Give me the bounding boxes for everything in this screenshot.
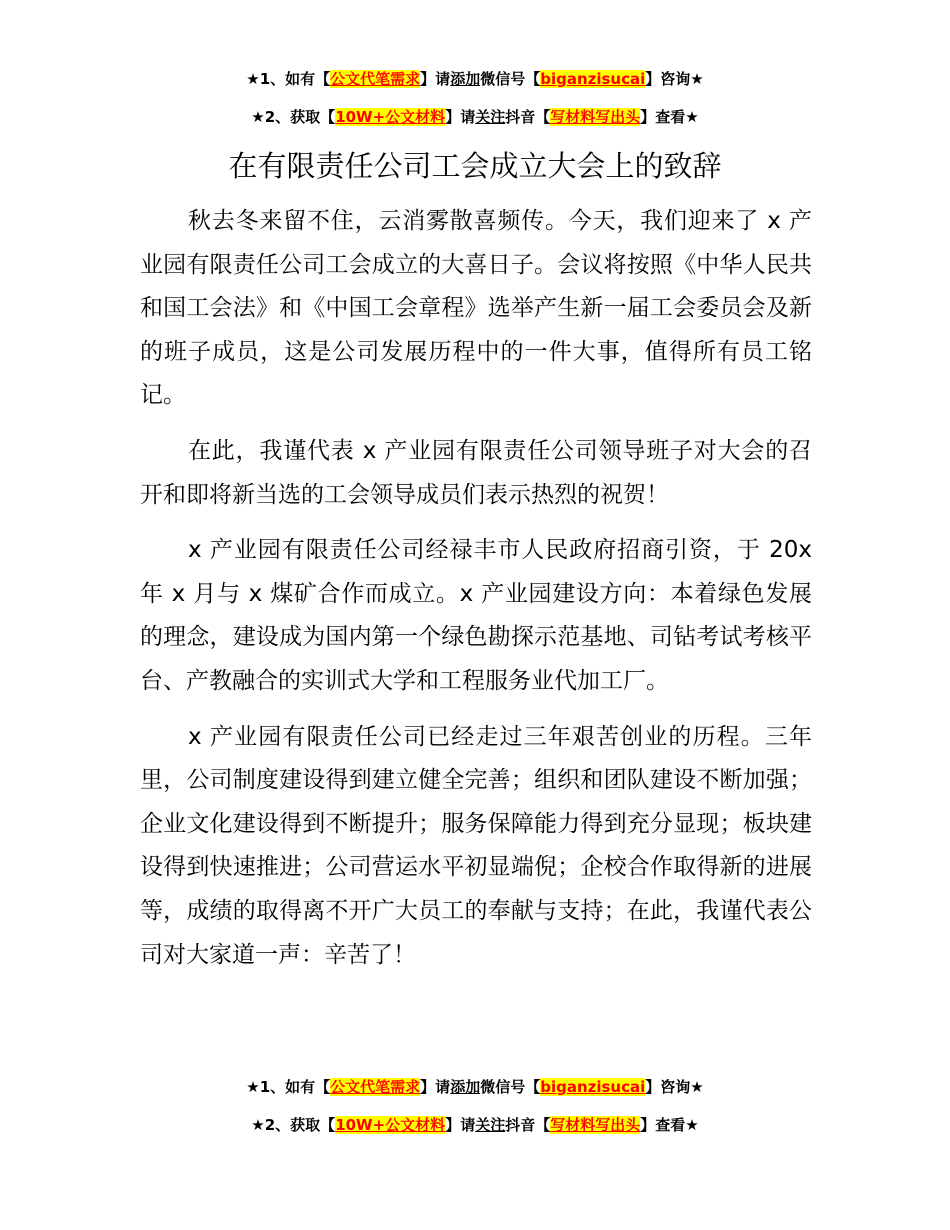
promo-highlight-service: 公文代笔需求 xyxy=(330,1078,421,1096)
paragraph: x 产业园有限责任公司经禄丰市人民政府招商引资，于 20x 年 x 月与 x 煤矿合作而成立。x 产业园建设方向：本着绿色发展的理念，建设成为国内第一个绿色勘探示范基地、司钻考试考核平台、产教融合的实训式大学和工程服务业代加工厂。 xyxy=(140,537,812,694)
promo-text: 】请 xyxy=(445,108,476,126)
promo-text: 】请 xyxy=(445,1116,476,1134)
promo-emphasis: 关注 xyxy=(475,108,506,126)
promo-emphasis: 添加 xyxy=(450,70,481,88)
promo-prefix: ★2、获取【 xyxy=(251,1116,336,1134)
promo-text: 微信号【 xyxy=(480,1078,541,1096)
promo-text: 微信号【 xyxy=(480,70,541,88)
footer-promo-line-1 xyxy=(0,1076,950,1098)
promo-highlight-materials: 10W+公文材料 xyxy=(335,1116,446,1134)
promo-prefix: ★1、如有【 xyxy=(246,1078,331,1096)
promo-highlight-douyin: 写材料写出头 xyxy=(550,108,641,126)
promo-highlight-materials: 10W+公文材料 xyxy=(335,108,446,126)
promo-suffix: 】咨询★ xyxy=(645,1078,704,1096)
promo-suffix: 】查看★ xyxy=(640,1116,699,1134)
promo-highlight-wechat-id: biganzisucai xyxy=(540,70,646,88)
paragraph: 在此，我谨代表 x 产业园有限责任公司领导班子对大会的召开和即将新当选的工会领导成员们表示热烈的祝贺！ xyxy=(140,437,812,508)
promo-emphasis: 添加 xyxy=(450,1078,481,1096)
header-promo-line-1 xyxy=(0,68,950,90)
promo-highlight-douyin: 写材料写出头 xyxy=(550,1116,641,1134)
document-title: 在有限责任公司工会成立大会上的致辞 xyxy=(228,149,722,183)
header-promo-line-2 xyxy=(0,106,950,128)
promo-text: 】请 xyxy=(420,70,451,88)
footer-promo-line-2 xyxy=(0,1114,950,1136)
promo-suffix: 】咨询★ xyxy=(645,70,704,88)
promo-text: 抖音【 xyxy=(505,108,551,126)
paragraph: 秋去冬来留不住，云消雾散喜频传。今天，我们迎来了 x 产业园有限责任公司工会成立的大喜日子。会议将按照《中华人民共和国工会法》和《中国工会章程》选举产生新一届工会委员会及新的班子成员，这是公司发展历程中的一件大事，值得所有员工铭记。 xyxy=(140,208,812,409)
promo-highlight-wechat-id: biganzisucai xyxy=(540,1078,646,1096)
promo-prefix: ★2、获取【 xyxy=(251,108,336,126)
promo-prefix: ★1、如有【 xyxy=(246,70,331,88)
promo-highlight-service: 公文代笔需求 xyxy=(330,70,421,88)
document-body xyxy=(140,200,812,989)
promo-text: 抖音【 xyxy=(505,1116,551,1134)
paragraph: x 产业园有限责任公司已经走过三年艰苦创业的历程。三年里，公司制度建设得到建立健全完善；组织和团队建设不断加强；企业文化建设得到不断提升；服务保障能力得到充分显现；板块建设得到快速推进；公司营运水平初显端倪；企校合作取得新的进展等，成绩的取得离不开广大员工的奉献与支持；在此，我谨代表公司对大家道一声：辛苦了！ xyxy=(140,723,812,968)
promo-text: 】请 xyxy=(420,1078,451,1096)
promo-emphasis: 关注 xyxy=(475,1116,506,1134)
promo-suffix: 】查看★ xyxy=(640,108,699,126)
